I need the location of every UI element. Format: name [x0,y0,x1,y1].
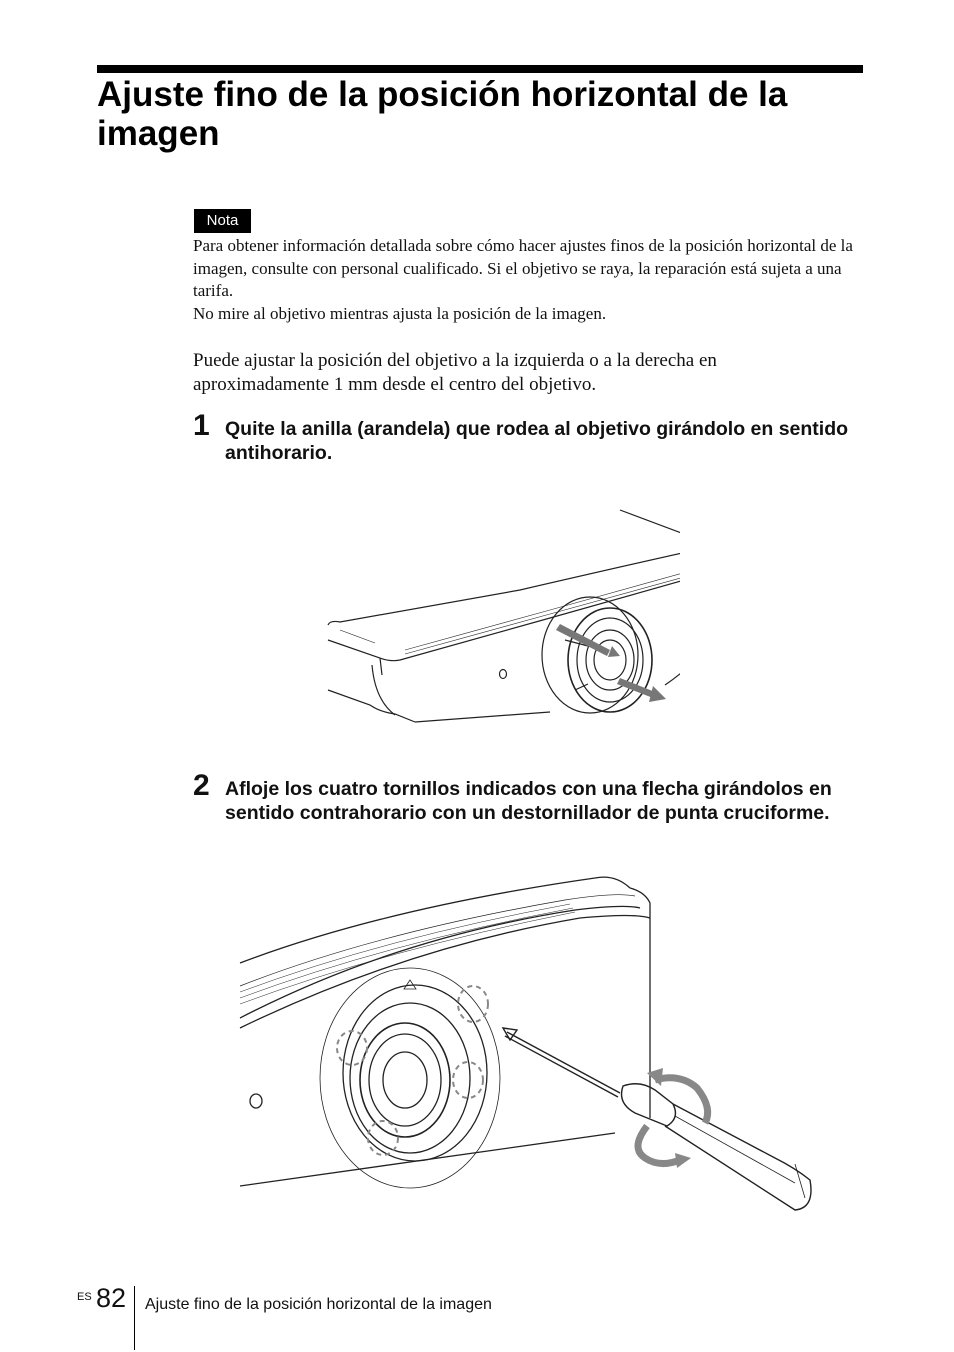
step-1-text: Quite la anilla (arandela) que rodea al objetivo girándolo en sentido antihorario. [225,418,849,464]
intro-paragraph: Puede ajustar la posición del objetivo a la izquierda o a la derecha en aproximadamente 1 mm desde el centro del objetivo. [193,350,717,395]
figure-loosen-screws [235,868,820,1218]
note-line: No mire al objetivo mientras ajusta la posición de la imagen. [193,303,607,323]
step-2-text: Afloje los cuatro tornillos indicados con una flecha girándolos en sentido contrahorario con un destornillador de punta cruciforme. [225,778,832,824]
title-rule [97,65,863,73]
note-badge: Nota [194,209,251,233]
footer-lang: ES [77,1291,92,1303]
step-2-number: 2 [193,769,210,802]
note-line: Para obtener información detallada sobre cómo hacer ajustes finos de la posición horizontal de la imagen, consulte con personal cualificado. Si el objetivo se raya, la reparación está sujeta a una tarifa. [193,236,853,300]
page-number: 82 [96,1283,127,1313]
step-1-number: 1 [193,409,210,442]
page-title: Ajuste fino de la posición horizontal de la imagen [97,75,788,153]
footer-section-title: Ajuste fino de la posición horizontal de la imagen [145,1296,492,1313]
figure-remove-ring [320,500,680,740]
note-text [193,235,853,325]
footer-divider [134,1286,135,1350]
